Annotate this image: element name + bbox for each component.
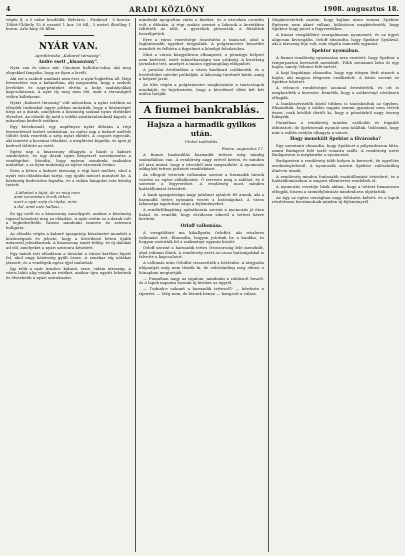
section-title: Hogy menekült Spektor a fővárosba?: [290, 137, 381, 143]
newspaper-title: ARADI KÖZLÖNY: [129, 4, 205, 14]
paragraph: Aki ezt a szokott unalmát nem érzi, a nyár-legkétlen áll. Régi bevezetése van a kabaréban, aki megszokta, hogy a szokott leveleket és napi-pénteket elvéta a helyi szabályokkal kapcsolatosan. A nyár ily meg nem élő, amit a társaságtól vétlen költekezni.: [6, 75, 131, 99]
section-title: Spektor nyomában.: [311, 48, 360, 54]
paragraph: A rendőrfőkapitány nyilatkozata szerint a nyomozás jó úton halad, és remélik, hogy rövidesen sikerül a tettest kézre keríteni.: [139, 207, 264, 222]
paragraph: A javaslat értelmében a város kiadásait csökkentik, és a bevételeket növelni próbálják. A lakosság türelmét kérik, amíg a helyzet javul.: [139, 67, 264, 82]
paragraph: Mint a városi közgyűlésen elhangzott, a pénzügyi helyzet nem kedvező, ezért takarékosságra van szükség. A bizottság javaslatot tett, amelyet a tanács egyhangúlag elfogadott.: [139, 51, 264, 67]
paragraph: Egy birtokosnál, egy napfényes nyári délután a régi bevezetéssel tartott szokásban, az egész nap a kabaré mellett töltött órák vezették a szép nyári ebédet. A csoport egyesült, aki ismerte a kocsmai előadást, a meghívást fogadta, és igen jó kedvvel töltötte az estét.: [6, 124, 131, 148]
paragraph: A rendőrség minden fontosabb vasútállomást értesített, és a határállomásokon is szigorú ellenőrzést rendeltek el.: [272, 173, 399, 184]
paragraph: A fiumei bankrablás harmadik tettese még mindig szabadlábon van. A rendőrség nagy erővel keresi, és minden jel arra mutat, hogy a városból már megszökött. A nyomozás eddig két tettest juttatott rendőrkézre.: [139, 152, 264, 172]
section-subtitle: Andre esett „kisasszony”.: [38, 59, 99, 65]
paragraph: A hajó kapitánya elmondta, hogy egy idegen férfi utazott a hajón, aki nagyon idegesen viselkedett. A leírás szerint ez Spektor lehetett.: [272, 70, 399, 85]
page-number: 4: [6, 5, 11, 13]
article-subhead: Utolsó tudósítás.: [184, 139, 219, 145]
paragraph: A fiumei vizsgálóbíró szorgalmasan nyomozott, és az ügyet alaposan kivizsgálta. Orloff elmondta, hogy Spektor Gyulával, aki a társaság feje volt, már régóta ismerték egymást.: [272, 32, 399, 47]
paragraph: A vizsgálóbíró ma kihallgatta Orloffot, aki részletes vallomást tett. Elmondta, hogyan jutottak be a bankba, és hogyan osztották fel a zsákmányt egymás között.: [139, 230, 264, 245]
paragraph: végén 4, a 5 rakor kezdődik. Belváros : Pünkösd : 5 korosz. Tölött-Ülőhely 15–8 neszéd 1 kor. 20 fill., 3 metrő illetőleg 1 koron. Arlo-kuty 50 fillér.: [6, 18, 131, 32]
paragraph: Nyári „Kabaret társaság” volt műsorban, a nyári estéken az előadók tudásukat egyre jobban mutatták, hogy a közönséget hívja az a darab, amelyben a közönség szabad nyári ebédeket élvezhet. Az előadó ily mód a vidéki színtársulatoknál kapott, a műsorban kedvelt estéken.: [6, 99, 131, 124]
paragraph: Budapesten a rendőrség több helyen is keresett, de egyelőre eredménytelenül. A nyomozók szerint Spektor valószínűleg álnéven utazik.: [272, 158, 399, 173]
paragraph: Fiuméban a rendőrség minden szállodát és fogadót átkutatott, de Spektornak nyomát sem találták. Valószínű, hogy már a rablás estéjén elhagyta a várost.: [272, 120, 399, 135]
section-subtitle: Apróbírúsba „Kabaret társaság”.: [35, 52, 102, 58]
paragraph: A velencei rendőrséget azonnal értesítették, és ott is megkezdték a keresést. Remélik, hogy a szökevényt rövidesen elfogják.: [272, 85, 399, 100]
paragraph: Az előadás végén a kabaré igazgatója köszönetet mondott a közönségnek és jelezte, hogy a következő héten újabb műsorral jelentkeznek. A kisasszony ismét fellép, és új dalokat ad elő, amelyeket a nyári szezonra készített.: [6, 230, 131, 250]
section-title: Orloff vallomása.: [180, 223, 223, 229]
column-divider: [135, 18, 136, 552]
paragraph: A nyomozás vezetője bízik abban, hogy a tettest hamarosan elfogják, hiszen a személyleírását mindenhova eljuttatták.: [272, 184, 399, 194]
paragraph: Nyár van és nincs mit. Cincinne hallotta-volna, aki meg elegekkel fanyalin, hogy az ilyen a levélt.: [6, 64, 131, 75]
poem-line: „Láthatod a tájat, de ez még nem: [14, 189, 80, 195]
paragraph: Ezen a héten a kabaré társaság a régi kert mellett, ahol a nyári esti előadásokat tartja, egy újabb műsort mutatott be. A közönség kedvezően fogadta, és a vidám hangulat este későig tartott.: [6, 168, 131, 188]
poem-quote: [14, 191, 123, 209]
paragraph: Az elfogott tettesek vallomása szerint a harmadik társuk vezette az egész vállalkozást. Ő tervezte meg a rablást, és ő szerezte a fegyvereket. A rendőrség most minden határállomást értesített.: [139, 172, 264, 191]
issue-date: 1908. augusztus 18.: [323, 5, 399, 13]
paragraph: Orloff szerint a harmadik tettes Oroszország felé menekült, ahol rokonai élnek. A rendőrség ezért az orosz hatóságokkal is felvette a kapcsolatot.: [139, 245, 264, 260]
paragraph: Így telik a nyár Aradon: kabaré, zene, vidám társaság. A város lakói alig várják az estéket, amikor újra együtt lehetnek és élvezhetik a nyári szórakozást.: [6, 265, 131, 281]
paragraph: — Tudnak-e valamit a harmadik tettesről? — kérdezte a riporter. — Még nem, de bízunk benne — hangzott a válasz.: [139, 286, 264, 296]
header-rule: [6, 15, 399, 16]
article-headline: Hajsza a harmadik gyilkos után.: [146, 120, 257, 138]
paragraph: A fiumei rendőrség nyomozása arra vezetett, hogy Spektor a tengerparton keresztül menekült. Több szemtanú látta őt egy hajón, amely Velence felé tartott.: [272, 55, 399, 70]
paragraph: Az ügy az egész országban nagy feltűnést keltett, és a lapok részletesen beszámolnak minden új fejleményről.: [272, 194, 399, 205]
section-divider: [44, 35, 94, 36]
paragraph: Megkerestették azután, hogy hajlam nincs semmi. Spektor Egészen nem akart vallani, különösen megkérdezték, hogy Spektor hogy jutott a fegyverekhez.: [272, 18, 399, 32]
article-dateline: Fiume, augusztus 17.: [221, 145, 264, 151]
paragraph: mindenki nyugodtan várta a híreket, és a városban csendes volt a délután. A régi szokás szerint a lakosok a kertekben töltötték az időt, a gyerekek játszottak, a felnőttek beszélgettek.: [139, 18, 264, 36]
paragraph: A vallomás után Orloffot visszavitték a börtönbe. A tárgyalás időpontját még nem tűzték ki, de valószínűleg még ebben a hónapban megtartják.: [139, 260, 264, 275]
paragraph: A bank igazgatósága nagy jutalmat ajánlott fel annak, aki a harmadik tettes nyomára vezeti a hatóságokat. A város lakossága izgatottan várja a fejleményeket.: [139, 191, 264, 207]
article-title-box: A fiumei bankrablás.: [139, 102, 264, 119]
poem-line: mert a nyár szép és röpke, mint: [14, 198, 77, 204]
column-divider: [268, 18, 269, 552]
page-header: [6, 4, 399, 14]
column-2: [139, 18, 264, 552]
paragraph: A banktisztviselők közül többen is tanúskodtak az ügyben. Elmondták, hogy a rablás napján semmi gyanúsat nem vettek észre, csak később derült ki, hogy a pénztárból nagy összeg hiányzik.: [272, 100, 399, 120]
column-3: [272, 18, 399, 552]
paragraph: Erre a város vezetősége összehívta a tanácsot, ahol a legfontosabb ügyeket tárgyalták. A polgármester beszédet mondott és felhívta a figyelmet a közelgő feladatokra.: [139, 36, 264, 51]
paragraph: Az ülés végén a polgármester megköszönte a tanácstagok munkáját, és bejelentette, hogy a következő ülést két hét múlva tartják.: [139, 82, 264, 97]
paragraph: Ez így szólt és a kisasszony mosolygott, amikor a közönség tapssal köszönte meg az előadást. A nyár estéin ez a darab volt a legkedveltebb, hiszen mindenki ismerte és szívesen hallgatta.: [6, 211, 131, 230]
paragraph: Egy szemtanú elmondta, hogy Spektort a pályaudvaron látta, amint Budapest felé tartó vonatra szállt. A rendőrség ezért Budapesten is megkezdte a nyomozást.: [272, 143, 399, 158]
section-title: NYÁR VAN.: [38, 41, 99, 52]
poem-line: amit szivemben őrzök titkon,: [14, 194, 72, 200]
paragraph: Egy másik esti előadáson a társulat a városi kertben lépett fel, ahol nagy közönség gyűlt össze. A zenekar víg nótákat játszott, és a vendégek egész éjjel mulattak.: [6, 250, 131, 265]
paragraph: — Fiuméban nagy az izgalom, mindenki a rablásról beszél, és a lapok naponta hoznak új híreket az ügyről.: [139, 275, 264, 286]
paragraph: Egész nap a kisasszony elhagyta a házát a kabaré szinhelyére, és egy darab nyári kenyérrel szórakoztatta a vendégeket. Mondta, hogy nyáron mindenki szabadon mulathat, s az ilyen mulatság az egész városnak öröme.: [6, 148, 131, 168]
column-1: [6, 18, 131, 552]
poem-line: a dal, amit este hallasz...: [14, 203, 63, 209]
